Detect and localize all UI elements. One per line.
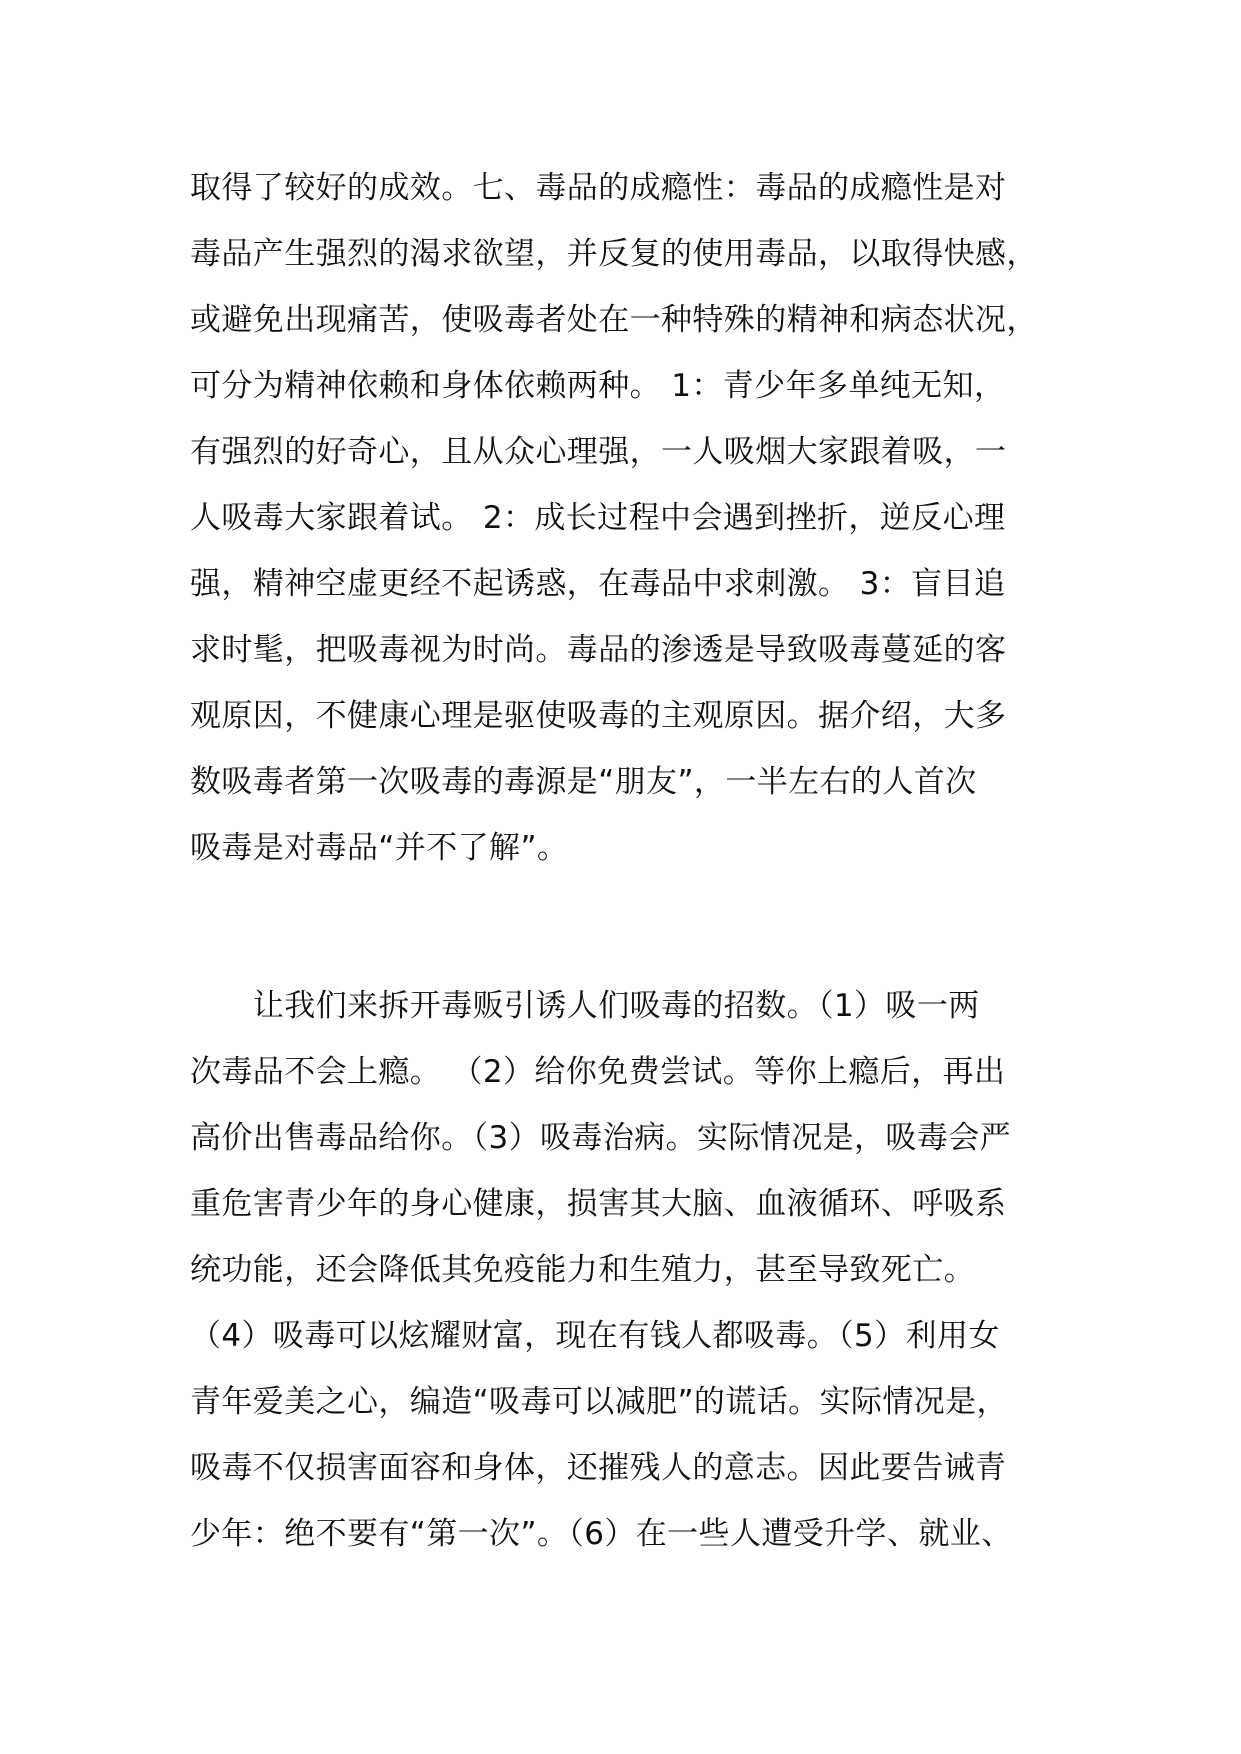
text-line: 可分为精神依赖和身体依赖两种。 1：青少年多单纯无知， — [190, 368, 1006, 404]
text-line: 强，精神空虚更经不起诱惑，在毒品中求刺激。 3：盲目追 — [190, 566, 1006, 602]
paragraph-addiction — [190, 155, 1070, 881]
text-line: 取得了较好的成效。七、毒品的成瘾性：毒品的成瘾性是对 — [190, 170, 1007, 206]
text-line: 次毒品不会上瘾。 （2）给你免费尝试。等你上瘾后，再出 — [190, 1054, 1006, 1090]
text-line: 有强烈的好奇心，且从众心理强，一人吸烟大家跟着吸，一 — [190, 434, 1007, 470]
text-line: 观原因，不健康心理是驱使吸毒的主观原因。据介绍，大多 — [190, 698, 1007, 734]
text-line: 重危害青少年的身心健康，损害其大脑、血液循环、呼吸系 — [190, 1186, 1007, 1222]
text-line: 高价出售毒品给你。（3）吸毒治病。实际情况是，吸毒会严 — [190, 1120, 1012, 1156]
text-line: （4）吸毒可以炫耀财富，现在有钱人都吸毒。（5）利用女 — [190, 1318, 1000, 1354]
text-line: 青年爱美之心，编造“吸毒可以减肥”的谎话。实际情况是， — [190, 1384, 1008, 1420]
text-line: 统功能，还会降低其免疫能力和生殖力，甚至导致死亡。 — [190, 1252, 975, 1288]
text-line: 少年：绝不要有“第一次”。（6）在一些人遭受升学、就业、 — [190, 1516, 1013, 1552]
text-line: 人吸毒大家跟着试。 2：成长过程中会遇到挫折，逆反心理 — [190, 500, 1006, 536]
text-line: 吸毒不仅损害面容和身体，还摧残人的意志。因此要告诫青 — [190, 1450, 1007, 1486]
text-line: 或避免出现痛苦，使吸毒者处在一种特殊的精神和病态状况， — [190, 302, 1038, 338]
text-line: 毒品产生强烈的渴求欲望，并反复的使用毒品，以取得快感， — [190, 236, 1038, 272]
text-line: 让我们来拆开毒贩引诱人们吸毒的招数。（1）吸一两 — [190, 988, 980, 1024]
paragraph-dealer-tactics — [190, 973, 1070, 1567]
text-line: 求时髦，把吸毒视为时尚。毒品的渗透是导致吸毒蔓延的客 — [190, 632, 1007, 668]
text-line: 吸毒是对毒品“并不了解”。 — [190, 830, 569, 866]
text-line: 数吸毒者第一次吸毒的毒源是“朋友”，一半左右的人首次 — [190, 764, 977, 800]
